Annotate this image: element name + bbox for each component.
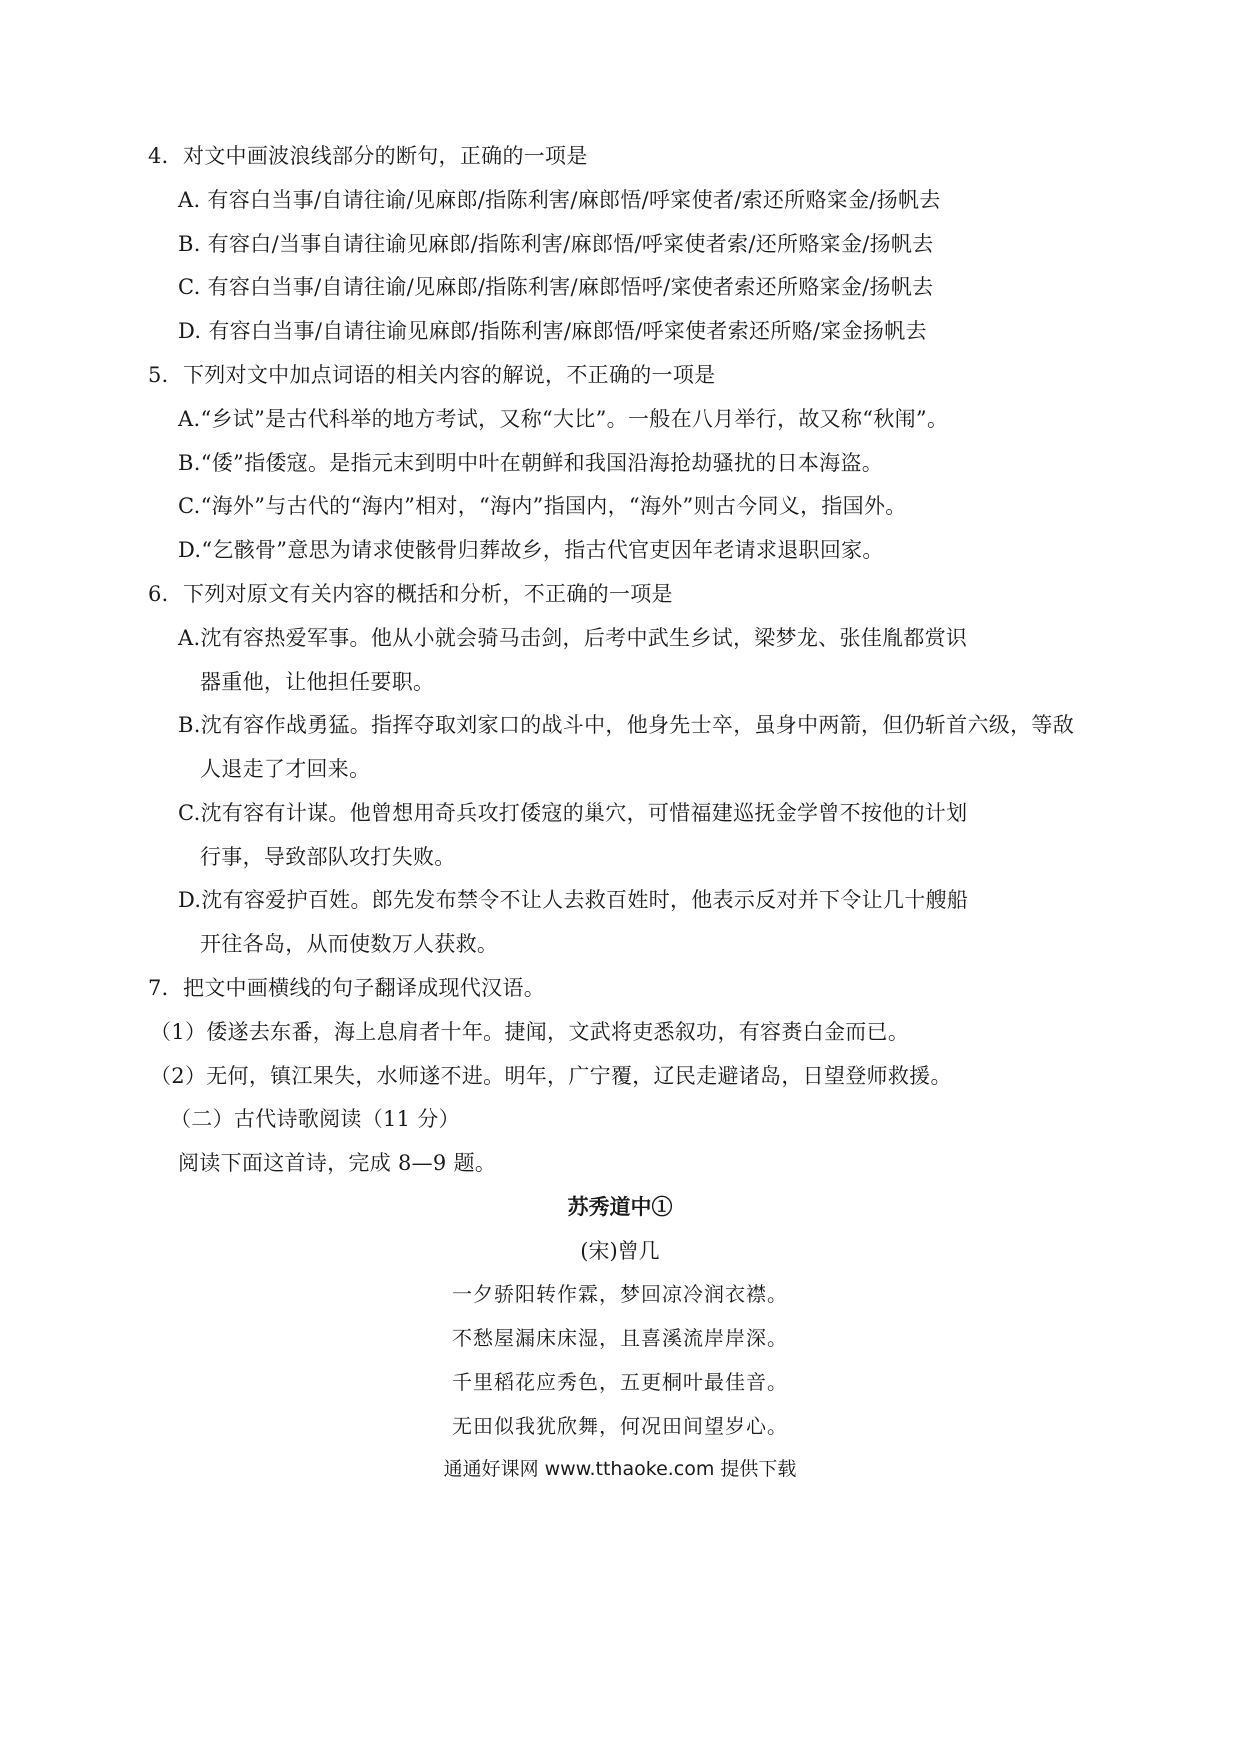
section-heading: （二）古代诗歌阅读（11 分） xyxy=(170,1107,460,1131)
q6-option-a-line1: A.沈有容热爱军事。他从小就会骑马击剑，后考中武生乡试，梁梦龙、张佳胤都赏识 xyxy=(178,626,968,650)
poem-line-1: 一夕骄阳转作霖，梦回凉冷润衣襟。 xyxy=(452,1282,788,1306)
poem-title: 苏秀道中① xyxy=(567,1194,673,1219)
q6-option-b-line2: 人退走了才回来。 xyxy=(200,757,371,781)
q6-option-d-line1: D.沈有容爱护百姓。郎先发布禁令不让人去救百姓时，他表示反对并下令让几十艘船 xyxy=(178,888,969,912)
q6-option-c-line1: C.沈有容有计谋。他曾想用奇兵攻打倭寇的巢穴，可惜福建巡抚金学曾不按他的计划 xyxy=(178,801,968,825)
q7-item-1: （1）倭遂去东番，海上息肩者十年。捷闻，文武将吏悉叙功，有容赉白金而已。 xyxy=(150,1020,910,1044)
poem-line-3: 千里稻花应秀色，五更桐叶最佳音。 xyxy=(452,1370,788,1394)
q4-option-b: B. 有容白/当事自请往谕见麻郎/指陈利害/麻郎悟/呼寀使者索/还所赂寀金/扬帆去 xyxy=(178,232,934,256)
section-instruction: 阅读下面这首诗，完成 8—9 题。 xyxy=(178,1151,497,1175)
q6-option-b-line1: B.沈有容作战勇猛。指挥夺取刘家口的战斗中，他身先士卒，虽身中两箭，但仍斩首六级，等敌 xyxy=(178,713,1075,737)
q5-stem: 5．下列对文中加点词语的相关内容的解说，不正确的一项是 xyxy=(148,363,716,387)
poem-author: (宋)曾几 xyxy=(580,1239,660,1263)
q6-option-a-line2: 器重他，让他担任要职。 xyxy=(200,670,435,694)
page-footer: 通通好课网 www.tthaoke.com 提供下载 xyxy=(443,1458,797,1480)
q4-option-a: A. 有容白当事/自请往谕/见麻郎/指陈利害/麻郎悟/呼寀使者/索还所赂寀金/扬帆去 xyxy=(178,188,941,212)
q5-option-c: C.“海外”与古代的“海内”相对，“海内”指国内，“海外”则古今同义，指国外。 xyxy=(178,494,907,518)
q4-option-c: C. 有容白当事/自请往谕/见麻郎/指陈利害/麻郎悟呼/寀使者索还所赂寀金/扬帆去 xyxy=(178,275,934,299)
q4-option-d: D. 有容白当事/自请往谕见麻郎/指陈利害/麻郎悟/呼寀使者索还所赂/寀金扬帆去 xyxy=(178,319,927,343)
q5-option-d: D.“乞骸骨”意思为请求使骸骨归葬故乡，指古代官吏因年老请求退职回家。 xyxy=(178,538,884,562)
poem-line-4: 无田似我犹欣舞，何况田间望岁心。 xyxy=(452,1414,788,1438)
q7-stem: 7．把文中画横线的句子翻译成现代汉语。 xyxy=(148,976,546,1000)
q6-option-d-line2: 开往各岛，从而使数万人获救。 xyxy=(200,932,499,956)
q7-item-2: （2）无何，镇江果失，水师遂不进。明年，广宁覆，辽民走避诸岛，日望登师救援。 xyxy=(150,1064,952,1088)
q6-stem: 6．下列对原文有关内容的概括和分析，不正确的一项是 xyxy=(148,582,673,606)
q4-stem: 4．对文中画波浪线部分的断句，正确的一项是 xyxy=(148,144,588,168)
q5-option-a: A.“乡试”是古代科举的地方考试，又称“大比”。一般在八月举行，故又称“秋闱”。 xyxy=(178,407,949,431)
poem-line-2: 不愁屋漏床床湿，且喜溪流岸岸深。 xyxy=(452,1326,788,1350)
q5-option-b: B.“倭”指倭寇。是指元末到明中叶在朝鲜和我国沿海抢劫骚扰的日本海盗。 xyxy=(178,451,884,475)
q6-option-c-line2: 行事，导致部队攻打失败。 xyxy=(200,845,456,869)
